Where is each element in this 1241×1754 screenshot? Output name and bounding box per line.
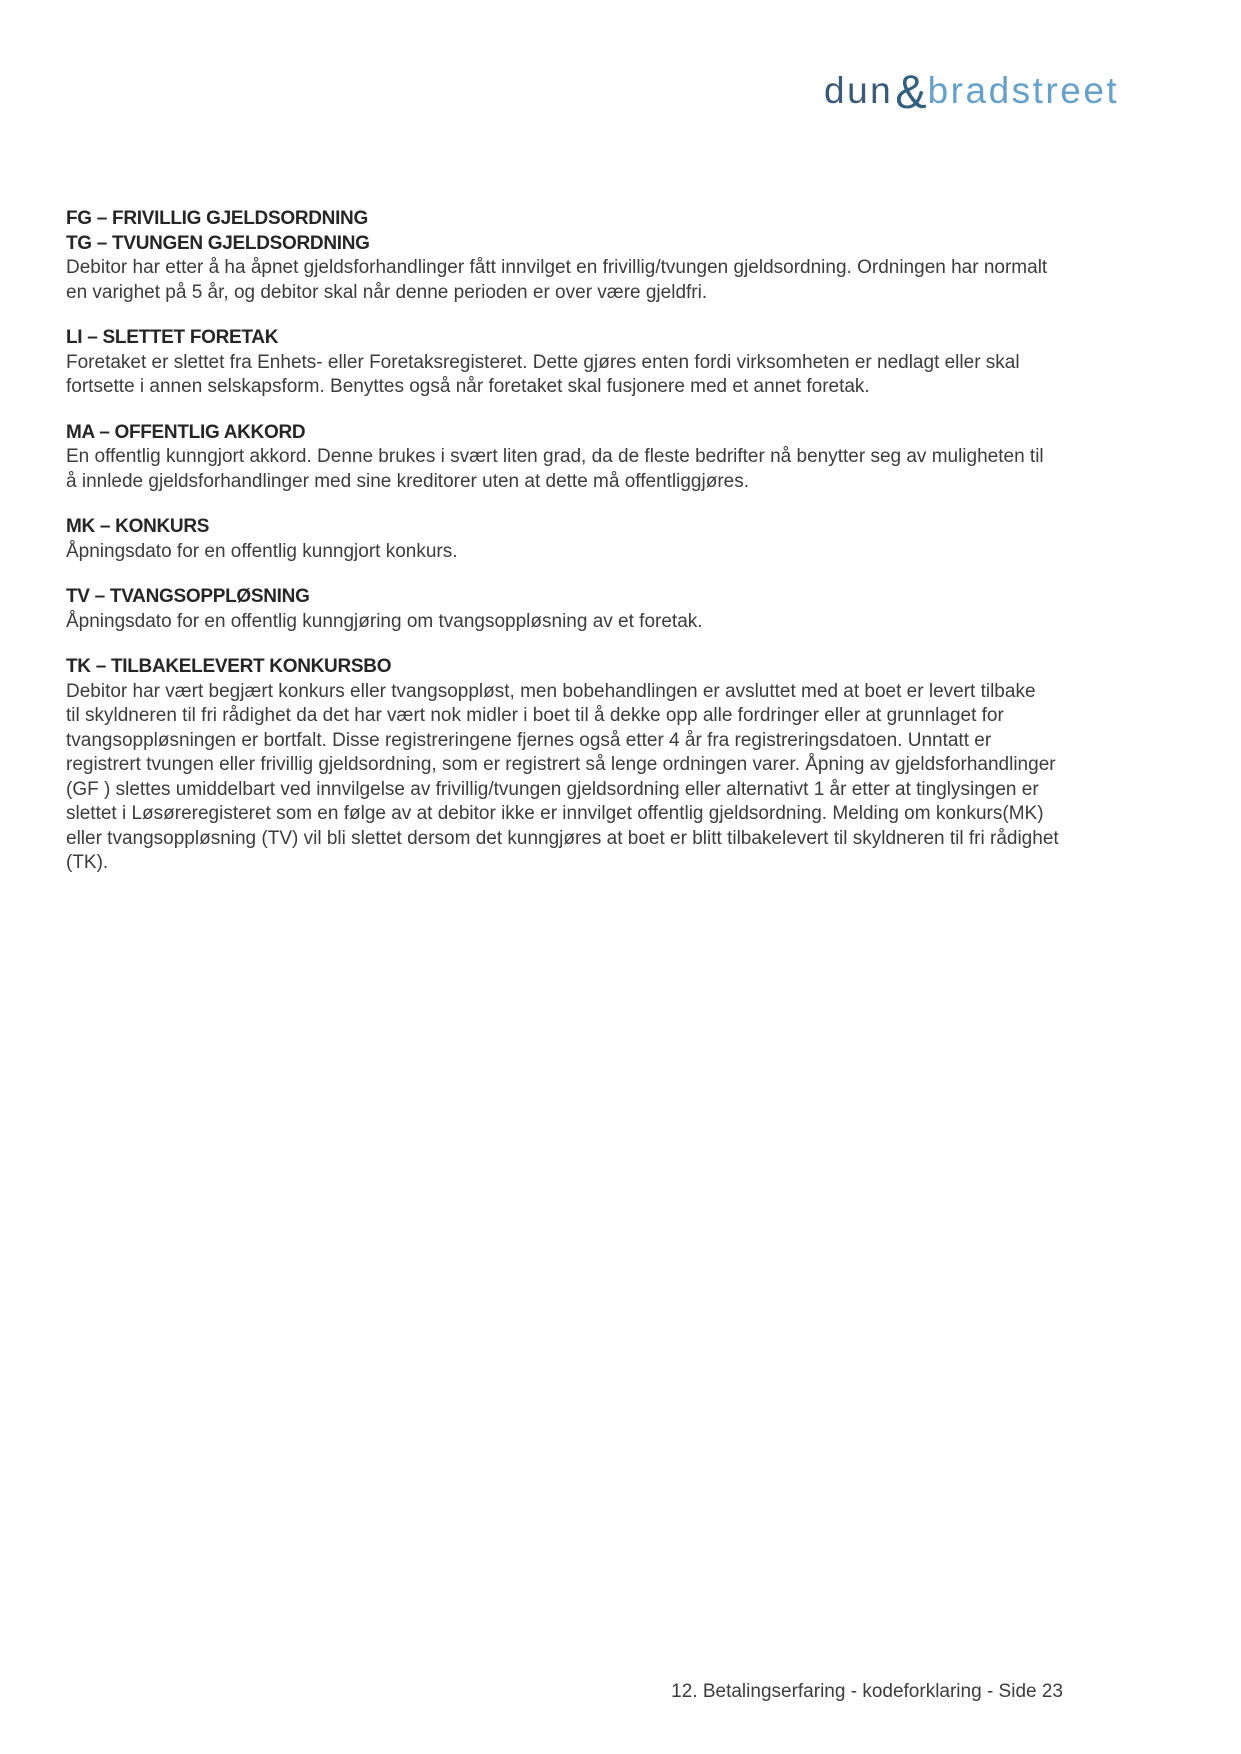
section-body-line: fortsette i annen selskapsform. Benyttes også når foretaket skal fusjonere med et annet foretak.	[66, 376, 870, 397]
section-heading: TK – TILBAKELEVERT KONKURSBO	[66, 656, 392, 677]
logo-text-dun: dun	[824, 70, 894, 111]
section-body-line: slettet i Løsøreregisteret som en følge av at debitor ikke er innvilget offentlig gjeldsordning. Melding om konkurs(MK)	[66, 803, 1044, 824]
section-heading: TV – TVANGSOPPLØSNING	[66, 586, 310, 607]
dun-bradstreet-logo	[824, 65, 1120, 118]
section-body-line: tvangsoppløsningen er bortfalt. Disse registreringene fjernes også etter 4 år fra registreringsdatoen. Unntatt er	[66, 729, 992, 751]
logo-text-bradstreet: bradstreet	[927, 70, 1120, 111]
section-body-line: (GF ) slettes umiddelbart ved innvilgelse av frivillig/tvungen gjeldsordning eller alternativt 1 år etter at tinglysingen er	[66, 778, 1039, 800]
code-section	[66, 207, 1071, 305]
section-body-line: Debitor har etter å ha åpnet gjeldsforhandlinger fått innvilget en frivillig/tvungen gjeldsordning. Ordningen har normalt	[66, 257, 1048, 278]
section-body-line: å innlede gjeldsforhandlinger med sine kreditorer uten at dette må offentliggjøres.	[66, 470, 749, 492]
section-body-line: Foretaket er slettet fra Enhets- eller Foretaksregisteret. Dette gjøres enten fordi virksomheten er nedlagt eller skal	[66, 351, 1020, 373]
code-section	[66, 515, 1071, 564]
content-sections	[66, 207, 1071, 897]
page-footer: 12. Betalingserfaring - kodeforklaring - Side 23	[671, 1681, 1063, 1702]
section-body-line: eller tvangsoppløsning (TV) vil bli slettet dersom det kunngjøres at boet er blitt tilbakelevert til skyldneren til fri rådighet	[66, 827, 1059, 849]
section-heading: FG – FRIVILLIG GJELDSORDNING	[66, 208, 368, 229]
section-body-line: (TK).	[66, 852, 109, 873]
section-body-line: En offentlig kunngjort akkord. Denne brukes i svært liten grad, da de fleste bedrifter nå benytter seg av muligheten til	[66, 446, 1044, 467]
section-body-line: Debitor har vært begjært konkurs eller tvangsoppløst, men bobehandlingen er avsluttet med at boet er levert tilbake	[66, 680, 1036, 702]
code-section	[66, 655, 1071, 876]
section-body-line: Åpningsdato for en offentlig kunngjort konkurs.	[66, 540, 458, 562]
section-body-line: til skyldneren til fri rådighet da det har vært nok midler i boet til å dekke opp alle fordringer eller at grunnlaget for	[66, 705, 1004, 726]
code-section	[66, 585, 1071, 634]
section-heading: LI – SLETTET FORETAK	[66, 327, 279, 348]
section-body-line: en varighet på 5 år, og debitor skal når denne perioden er over være gjeldfri.	[66, 281, 708, 303]
code-section	[66, 326, 1071, 400]
section-heading: TG – TVUNGEN GJELDSORDNING	[66, 232, 370, 254]
section-body-line: registrert tvungen eller frivillig gjeldsordning, som er registrert så lenge ordningen varer. Åpning av gjeldsforhandlinger	[66, 754, 1056, 775]
section-heading: MA – OFFENTLIG AKKORD	[66, 421, 306, 443]
section-body-line: Åpningsdato for en offentlig kunngjøring om tvangsoppløsning av et foretak.	[66, 610, 703, 632]
code-section	[66, 421, 1071, 495]
logo-ampersand-icon: &	[895, 65, 927, 118]
section-heading: MK – KONKURS	[66, 516, 210, 537]
